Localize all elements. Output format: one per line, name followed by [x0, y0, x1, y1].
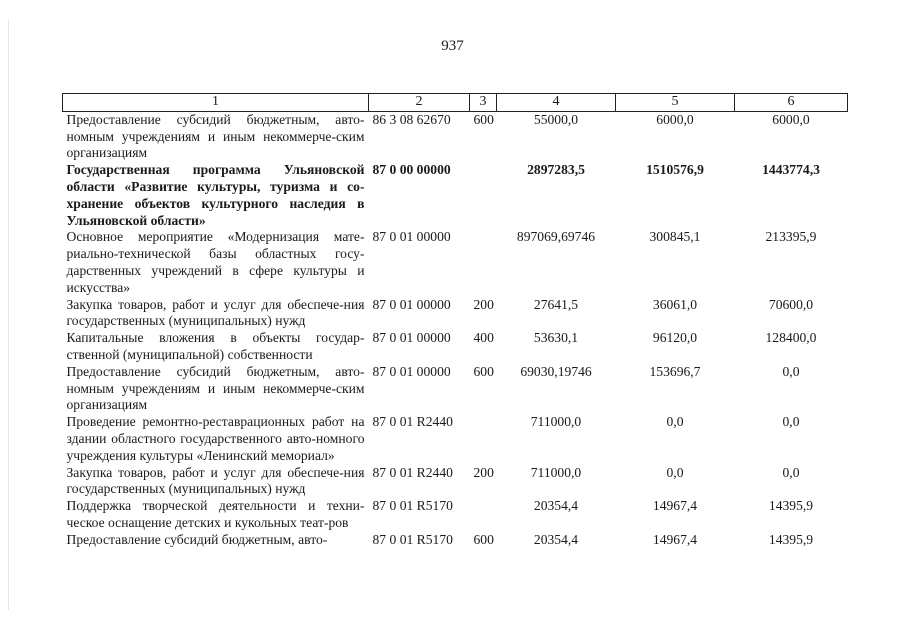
row-value-col5: 0,0 — [666, 464, 684, 480]
row-vr-cell: 600 — [473, 111, 494, 127]
row-value-col4: 20354,4 — [533, 531, 579, 547]
row-value-col4: 27641,5 — [533, 296, 579, 312]
row-value-col4: 55000,0 — [533, 111, 579, 127]
row-name-cell: Государственная программа Ульяновской области «Развитие культуры, туризма и со-хранение объектов культурного наследия в Ульяновской области» — [66, 162, 365, 228]
row-code-cell: 87 0 01 00000 — [372, 296, 451, 312]
row-value-col4: 897069,69746 — [516, 229, 596, 245]
row-vr-cell — [470, 162, 497, 229]
row-name-cell: Закупка товаров, работ и услуг для обеспече-ния государственных (муниципальных) нужд — [66, 464, 365, 497]
column-header: 5 — [616, 94, 735, 112]
row-vr-cell: 200 — [473, 296, 494, 312]
column-header: 1 — [63, 94, 369, 112]
row-value-col5: 14967,4 — [652, 498, 698, 514]
row-value-col6: 0,0 — [782, 363, 800, 379]
row-value-col6: 128400,0 — [765, 330, 817, 346]
row-code-cell: 87 0 01 00000 — [372, 229, 451, 245]
row-value-col6: 14395,9 — [768, 498, 814, 514]
row-value-col4: 711000,0 — [530, 464, 582, 480]
row-value-col4: 711000,0 — [530, 414, 582, 430]
header-row — [63, 94, 848, 112]
row-value-col5: 36061,0 — [652, 296, 698, 312]
row-value-col6: 0,0 — [782, 464, 800, 480]
row-value-col4: 20354,4 — [533, 498, 579, 514]
row-value-col5: 96120,0 — [652, 330, 698, 346]
row-value-col6: 213395,9 — [765, 229, 817, 245]
row-name-cell: Основное мероприятие «Модернизация мате-риально-технической базы областных госу-дарственных учреждений в сфере культуры и искусства» — [66, 229, 365, 295]
column-header: 4 — [497, 94, 616, 112]
row-value-col5: 6000,0 — [656, 111, 694, 127]
row-vr-cell: 600 — [473, 531, 494, 547]
row-name-cell: Предоставление субсидий бюджетным, авто- — [66, 531, 328, 547]
column-header: 6 — [735, 94, 848, 112]
row-vr-cell: 200 — [473, 464, 494, 480]
row-value-col6: 6000,0 — [772, 111, 810, 127]
table-row — [63, 330, 848, 364]
column-header: 2 — [369, 94, 470, 112]
table-row — [63, 532, 848, 551]
table-row — [63, 162, 848, 229]
row-value-col6: 14395,9 — [768, 531, 814, 547]
table-row — [63, 297, 848, 331]
row-code-cell: 87 0 01 R2440 — [372, 414, 453, 430]
row-value-col5: 153696,7 — [649, 363, 701, 379]
row-vr-cell: 600 — [473, 363, 494, 379]
row-value-col6: 1443774,3 — [762, 162, 820, 178]
row-value-col4: 69030,19746 — [520, 363, 592, 379]
scan-edge-mark — [8, 20, 9, 610]
page-number: 937 — [441, 38, 464, 54]
table-row — [63, 364, 848, 414]
row-value-col5: 1510576,9 — [646, 162, 704, 178]
row-code-cell: 87 0 01 00000 — [372, 330, 451, 346]
table-row — [63, 498, 848, 532]
table-row — [63, 465, 848, 499]
row-code-cell: 87 0 01 R2440 — [372, 464, 453, 480]
row-code-cell: 87 0 01 00000 — [372, 363, 451, 379]
table-row — [63, 414, 848, 464]
table-row — [63, 111, 848, 162]
row-code-cell: 87 0 00 00000 — [372, 162, 451, 178]
budget-table — [62, 93, 848, 551]
row-name-cell: Проведение ремонтно-реставрационных работ на здании областного государственного авто-номного учреждения культуры «Ленинский мемориал» — [66, 414, 365, 463]
row-name-cell: Предоставление субсидий бюджетным, авто-номным учреждениям и иным некоммерче-ским организациям — [66, 363, 365, 413]
table-row — [63, 229, 848, 296]
row-name-cell: Предоставление субсидий бюджетным, авто-номным учреждениям и иным некоммерче-ским организациям — [66, 111, 365, 161]
row-value-col5: 0,0 — [666, 414, 684, 430]
row-value-col4: 2897283,5 — [527, 162, 585, 178]
row-code-cell: 87 0 01 R5170 — [372, 498, 453, 514]
row-value-col6: 70600,0 — [768, 296, 814, 312]
row-code-cell: 86 3 08 62670 — [372, 111, 451, 127]
row-value-col5: 14967,4 — [652, 531, 698, 547]
table-body — [63, 111, 848, 550]
row-vr-cell — [470, 414, 497, 464]
row-vr-cell: 400 — [473, 330, 494, 346]
row-value-col5: 300845,1 — [649, 229, 701, 245]
row-code-cell: 87 0 01 R5170 — [372, 531, 453, 547]
row-value-col4: 53630,1 — [533, 330, 579, 346]
row-vr-cell — [470, 229, 497, 296]
column-header: 3 — [470, 94, 497, 112]
row-name-cell: Поддержка творческой деятельности и техни-ческое оснащение детских и кукольных теат-ров — [66, 498, 365, 530]
row-vr-cell — [470, 498, 497, 532]
row-value-col6: 0,0 — [782, 414, 800, 430]
row-name-cell: Закупка товаров, работ и услуг для обеспече-ния государственных (муниципальных) нужд — [66, 296, 365, 329]
row-name-cell: Капитальные вложения в объекты государ-ственной (муниципальной) собственности — [66, 330, 365, 362]
